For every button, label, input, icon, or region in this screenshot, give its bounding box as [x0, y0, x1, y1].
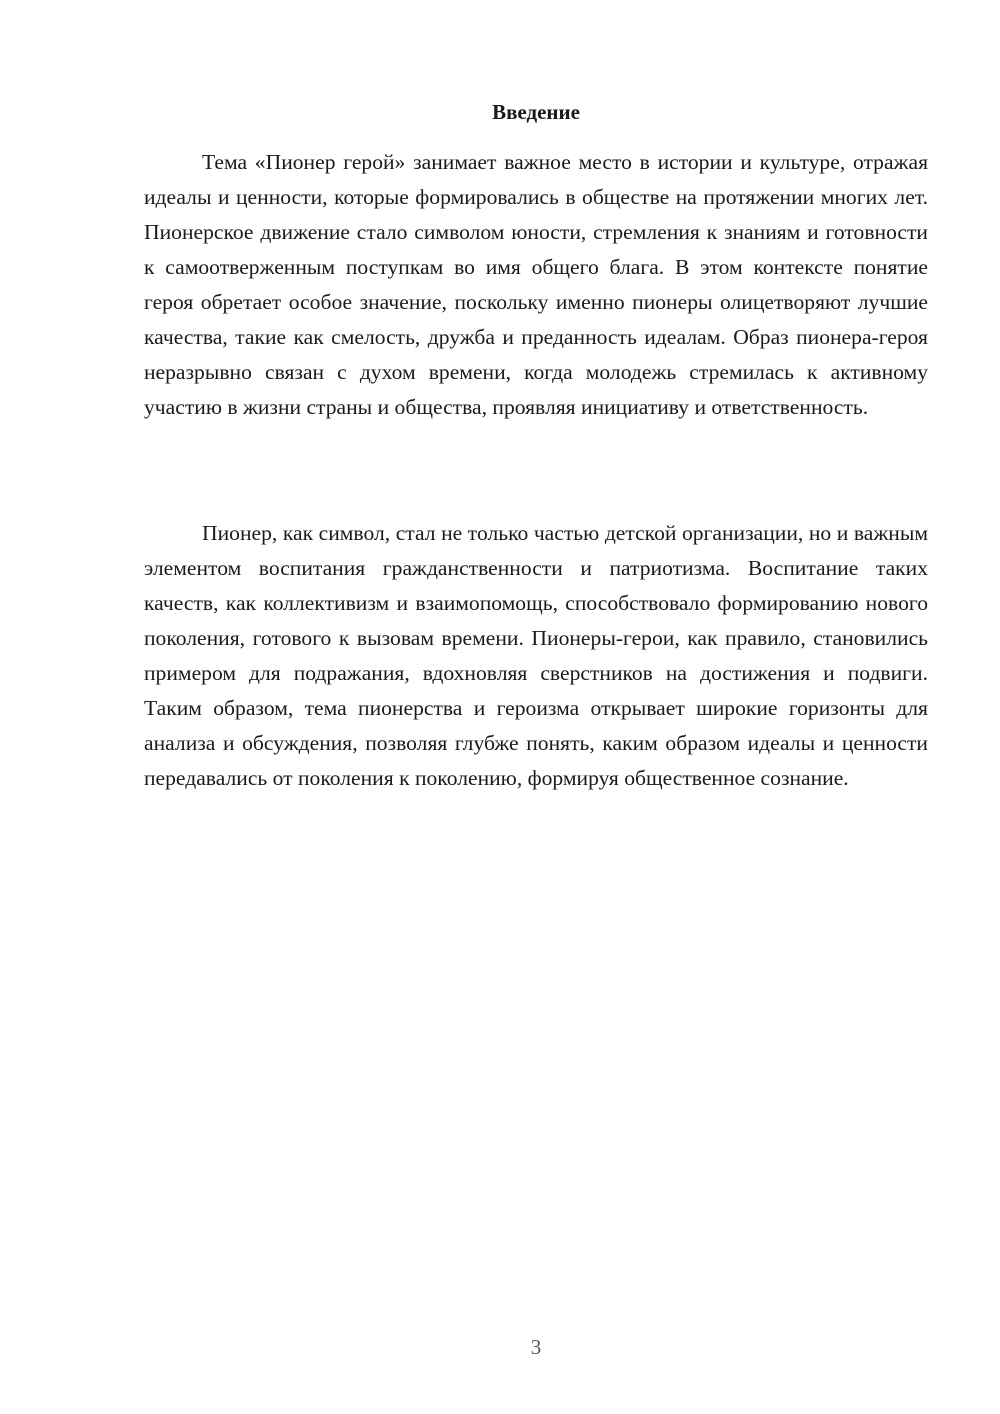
paragraph-1: Тема «Пионер герой» занимает важное место в истории и культуре, отражая идеалы и ценности, которые формировались в обществе на протяжении многих лет. Пионерское движение стало символом юности, стремления к знаниям и готовности к самоотверженным поступкам во имя общего блага. В этом контексте понятие героя обретает особое значение, поскольку именно пионеры олицетворяют лучшие качества, такие как смелость, дружба и преданность идеалам. Образ пионера-героя неразрывно связан с духом времени, когда молодежь стремилась к активному участию в жизни страны и общества, проявляя инициативу и ответственность. — [144, 150, 928, 419]
page-number: 3 — [530, 1335, 542, 1359]
section-heading: Введение — [492, 100, 580, 124]
paragraph-2: Пионер, как символ, стал не только частью детской организации, но и важным элементом воспитания гражданственности и патриотизма. Воспитание таких качеств, как коллективизм и взаимопомощь, способствовало формированию нового поколения, готового к вызовам времени. Пионеры-герои, как правило, становились примером для подражания, вдохновляя сверстников на достижения и подвиги. Таким образом, тема пионерства и героизма открывает широкие горизонты для анализа и обсуждения, позволяя глубже понять, каким образом идеалы и ценности передавались от поколения к поколению, формируя общественное сознание. — [144, 521, 928, 790]
